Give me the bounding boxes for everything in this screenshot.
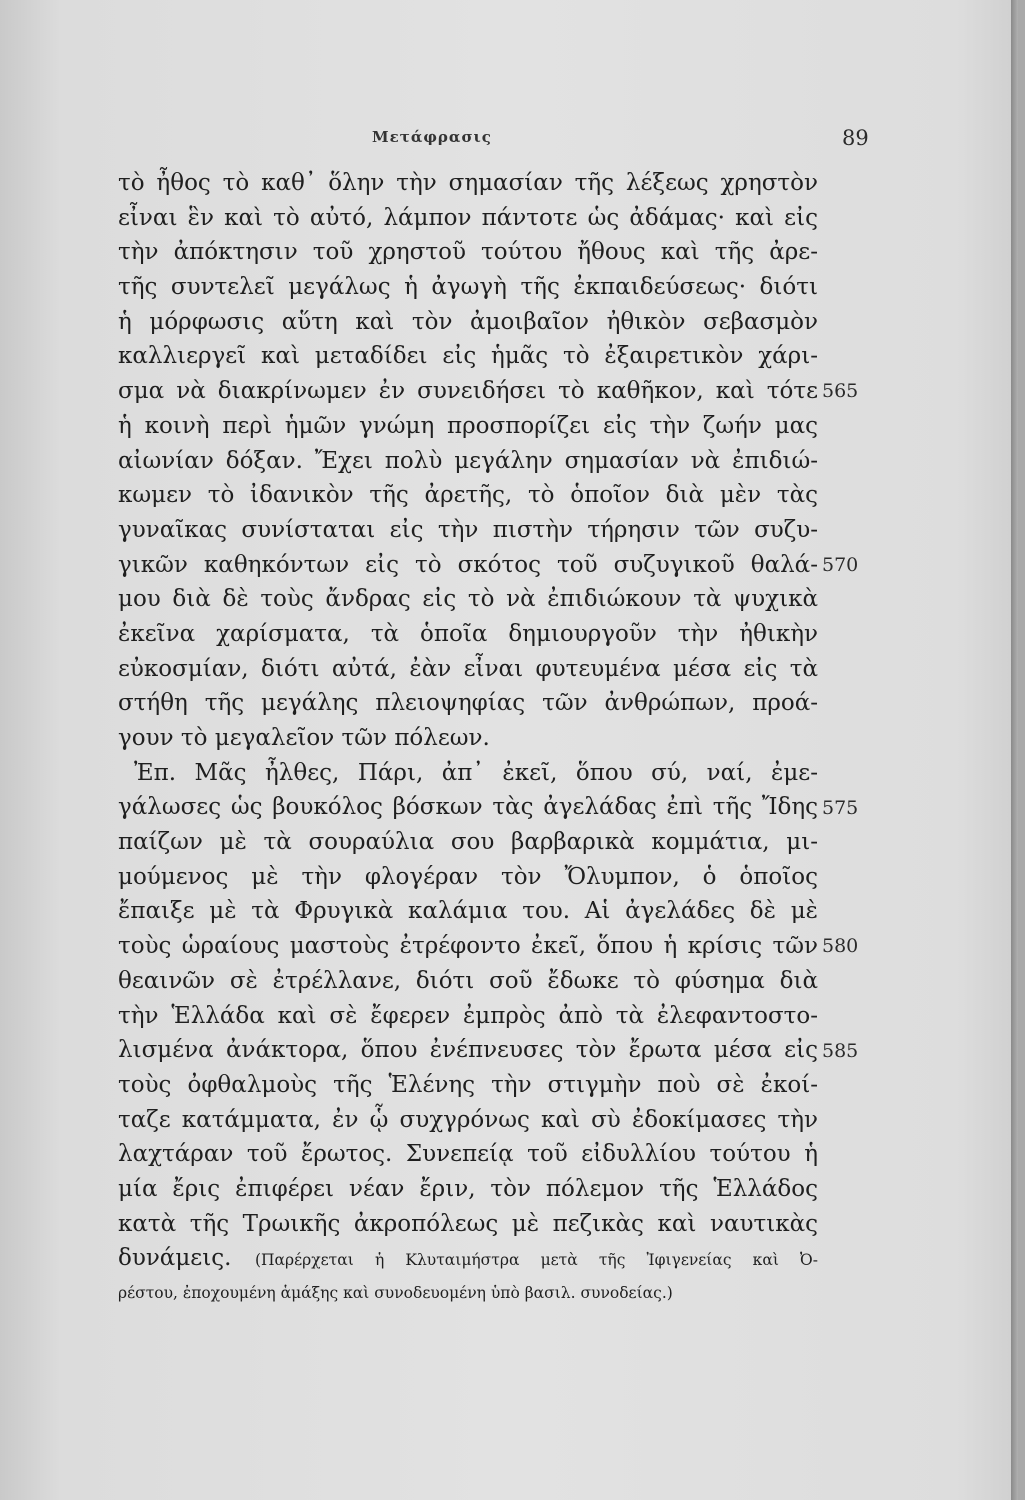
text-line: ἡ μόρφωσις αὕτη καὶ τὸν ἀμοιβαῖον ἠθικὸν σεβασμὸν — [118, 308, 818, 335]
text-line: τὴν ἀπόκτησιν τοῦ χρηστοῦ τούτου ἤθους καὶ τῆς ἀρε- — [118, 239, 818, 266]
text-line: μούμενος μὲ τὴν φλογέραν τὸν Ὄλυμπον, ὁ ὁποῖος — [118, 863, 818, 890]
text-line: γικῶν καθηκόντων εἰς τὸ σκότος τοῦ συζυγικοῦ θαλά- — [118, 551, 818, 578]
text-line: εἶναι ἓν καὶ τὸ αὐτό, λάμπον πάντοτε ὡς ἀδάμας· καὶ εἰς — [118, 204, 818, 231]
text-line: αἰωνίαν δόξαν. Ἔχει πολὺ μεγάλην σημασίαν νὰ ἐπιδιώ- — [118, 447, 818, 474]
text-line: λισμένα ἀνάκτορα, ὅπου ἐνέπνευσες τὸν ἔρωτα μέσα εἰς — [118, 1037, 818, 1064]
text-line: τὸ ἦθος τὸ καθ᾽ ὅλην τὴν σημασίαν τῆς λέξεως χρηστὸν — [118, 170, 818, 196]
text-line-final — [118, 1241, 818, 1276]
text-line: γουν τὸ μεγαλεῖον τῶν πόλεων. — [118, 725, 490, 751]
text-line: γάλωσες ὡς βουκόλος βόσκων τὰς ἀγελάδας ἐπὶ τῆς Ἴδης — [118, 794, 818, 821]
text-line: ἔπαιξε μὲ τὰ Φρυγικὰ καλάμια του. Αἱ ἀγελάδες δὲ μὲ — [118, 898, 818, 925]
body-text — [118, 166, 818, 1311]
text-line: μία ἔρις ἐπιφέρει νέαν ἔριν, τὸν πόλεμον τῆς Ἑλλάδος — [118, 1175, 818, 1202]
text-line: Ἐπ. Μᾶς ἦλθες, Πάρι, ἀπ᾽ ἐκεῖ, ὅπου σύ, ναί, ἐμε- — [134, 759, 818, 786]
text-line: σμα νὰ διακρίνωμεν ἐν συνειδήσει τὸ καθῆκον, καὶ τότε — [118, 378, 818, 405]
text-line: ἡ κοινὴ περὶ ἡμῶν γνώμη προσπορίζει εἰς τὴν ζωήν μας — [118, 412, 818, 439]
text-line: τὴν Ἑλλάδα καὶ σὲ ἔφερεν ἐμπρὸς ἀπὸ τὰ ἐλεφαντοστο- — [118, 1002, 818, 1029]
text-line: στήθη τῆς μεγάλης πλειοψηφίας τῶν ἀνθρώπων, προά- — [118, 690, 818, 717]
text-line: ταζε κατάμματα, ἐν ᾧ συχγρόνως καὶ σὺ ἐδοκίμασες τὴν — [118, 1106, 818, 1133]
text-line: κωμεν τὸ ἰδανικὸν τῆς ἀρετῆς, τὸ ὁποῖον διὰ μὲν τὰς — [118, 482, 818, 509]
running-title: Μετάφρασις — [372, 128, 492, 146]
text-line: ἐκεῖνα χαρίσματα, τὰ ὁποῖα δημιουργοῦν τὴν ἠθικὴν — [118, 620, 818, 647]
text-line: παίζων μὲ τὰ σουραύλια σου βαρβαρικὰ κομμάτια, μι- — [118, 829, 818, 856]
text-line: τῆς συντελεῖ μεγάλως ἡ ἀγωγὴ τῆς ἐκπαιδεύσεως· διότι — [118, 274, 818, 301]
verse-line-number: 580 — [822, 935, 859, 958]
stage-direction-continued: ρέστου, ἐποχουμένη ἁμάξης καὶ συνοδευομένη ὑπὸ βασιλ. συνοδείας.) — [118, 1284, 673, 1302]
page-header — [0, 128, 1018, 154]
verse-line-number: 585 — [822, 1039, 859, 1062]
text-line: μου διὰ δὲ τοὺς ἄνδρας εἰς τὸ νὰ ἐπιδιώκουν τὰ ψυχικὰ — [118, 586, 818, 613]
stage-direction: (Παρέρχεται ἡ Κλυταιμήστρα μετὰ τῆς Ἰφιγενείας καὶ Ὀ- — [254, 1251, 818, 1270]
verse-line-number: 575 — [822, 796, 859, 819]
text-line: θεαινῶν σὲ ἐτρέλλανε, διότι σοῦ ἔδωκε τὸ φύσημα διὰ — [118, 967, 818, 994]
text-line: κατὰ τῆς Τρωικῆς ἀκροπόλεως μὲ πεζικὰς καὶ ναυτικὰς — [118, 1210, 818, 1237]
text-line: τοὺς ὡραίους μαστοὺς ἐτρέφοντο ἐκεῖ, ὅπου ἡ κρίσις τῶν — [118, 933, 818, 960]
verse-line-number: 565 — [822, 380, 859, 403]
page-number: 89 — [842, 126, 869, 150]
text-line: λαχτάραν τοῦ ἔρωτος. Συνεπείᾳ τοῦ εἰδυλλίου τούτου ἡ — [118, 1141, 818, 1168]
verse-line-number: 570 — [822, 553, 859, 576]
text-line: γυναῖκας συνίσταται εἰς τὴν πιστὴν τήρησιν τῶν συζυ- — [118, 516, 818, 543]
final-word: δυνάμεις. — [118, 1245, 232, 1272]
page-edge — [1011, 0, 1018, 1500]
text-line: τοὺς ὀφθαλμοὺς τῆς Ἑλένης τὴν στιγμὴν ποὺ σὲ ἐκοί- — [118, 1071, 818, 1098]
text-line: καλλιεργεῖ καὶ μεταδίδει εἰς ἡμᾶς τὸ ἐξαιρετικὸν χάρι- — [118, 343, 818, 370]
text-line: εὐκοσμίαν, διότι αὐτά, ἐὰν εἶναι φυτευμένα μέσα εἰς τὰ — [118, 655, 818, 682]
